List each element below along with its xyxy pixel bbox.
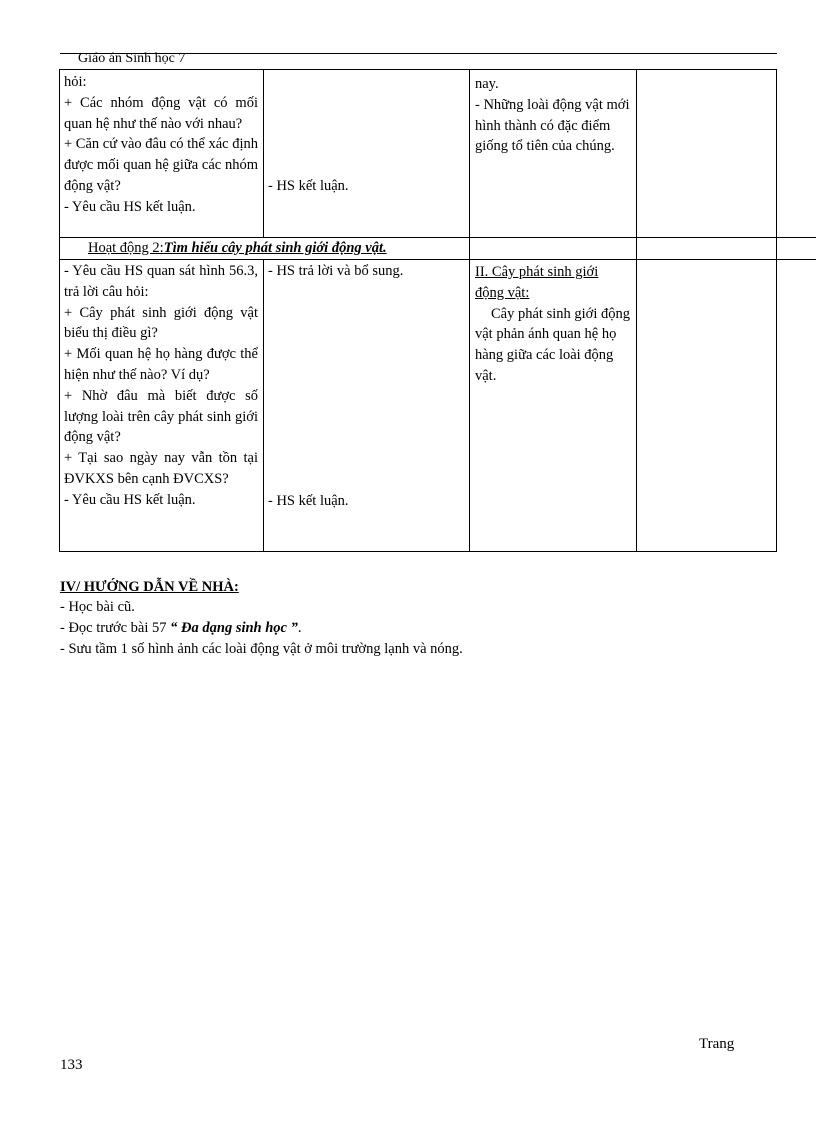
row2-content-heading: II. Cây phát sinh giới động vật: — [475, 264, 599, 301]
row2-teacher-line: + Mối quan hệ họ hàng được thể hiện như thế nào? Ví dụ? — [64, 346, 258, 383]
row2-student-conclusion: - HS kết luận. — [268, 493, 349, 509]
header-title: Giáo án Sinh học 7 — [78, 51, 186, 66]
row2-teacher-cell — [64, 261, 258, 511]
table-top-border — [59, 69, 636, 70]
row1-student-line: - HS kết luận. — [268, 178, 349, 194]
homework-item2-prefix: - Đọc trước bài 57 — [60, 620, 171, 636]
homework-item: - Sưu tầm 1 số hình ảnh các loài động vật ở môi trường lạnh và nóng. — [60, 641, 463, 657]
activity-row-bottom-right — [469, 259, 816, 260]
homework-item2-lesson: “ Đa dạng sinh học ” — [170, 620, 298, 636]
table-bottom-border — [59, 551, 777, 552]
table-top-border-right — [636, 69, 776, 70]
row1-teacher-line: - Yêu cầu HS kết luận. — [64, 198, 196, 215]
table-right-border — [776, 69, 777, 551]
row2-teacher-line: - Yêu cầu HS kết luận. — [64, 491, 196, 508]
row1-student-cell — [268, 176, 464, 197]
row2-teacher-line: + Tại sao ngày nay vẫn tồn tại ĐVKXS bên cạnh ĐVCXS? — [64, 450, 258, 487]
row1-content-cell — [475, 74, 633, 157]
activity-header — [88, 238, 387, 259]
homework-item: - Học bài cũ. — [60, 599, 135, 615]
row2-student-answer: - HS trả lời và bổ sung. — [268, 263, 404, 279]
col1-right-border-top — [263, 69, 264, 237]
col3-right-border — [636, 69, 637, 551]
page-number: 133 — [60, 1057, 83, 1073]
row1-teacher-line: hỏi: — [64, 74, 87, 90]
homework-heading: IV/ HƯỚNG DẪN VỀ NHÀ: — [60, 579, 239, 595]
row1-teacher-line: + Căn cứ vào đâu có thể xác định được mối quan hệ giữa các nhóm động vật? — [64, 136, 259, 194]
row1-content-line: - Những loài động vật mới hình thành có đặc điểm giống tổ tiên của chúng. — [475, 96, 630, 155]
row2-teacher-line: + Nhờ đâu mà biết được số lượng loài trên cây phát sinh giới động vật? — [64, 387, 258, 446]
row2-content-text: Cây phát sinh giới động vật phản ánh quan hệ họ hàng giữa các loài động vật. — [475, 305, 630, 384]
col2-right-border — [469, 69, 470, 551]
homework-item — [60, 618, 302, 639]
table-left-border — [59, 69, 60, 551]
activity-title: Tìm hiểu cây phát sinh giới động vật. — [163, 240, 387, 256]
row2-teacher-line: + Cây phát sinh giới động vật biểu thị điều gì? — [64, 304, 258, 342]
row1-teacher-cell — [64, 72, 258, 218]
activity-row-bottom-left — [59, 259, 469, 260]
activity-prefix: Hoạt động 2: — [88, 240, 164, 256]
row1-content-line: nay. — [475, 76, 499, 92]
row2-teacher-line: - Yêu cầu HS quan sát hình 56.3, trả lời câu hỏi: — [64, 263, 258, 300]
row1-teacher-line: + Các nhóm động vật có mối quan hệ như thế nào với nhau? — [64, 94, 258, 132]
row2-content-cell — [475, 262, 633, 387]
homework-item2-suffix: . — [297, 620, 302, 636]
col1-right-border-bottom — [263, 259, 264, 551]
footer-label: Trang — [699, 1036, 735, 1052]
